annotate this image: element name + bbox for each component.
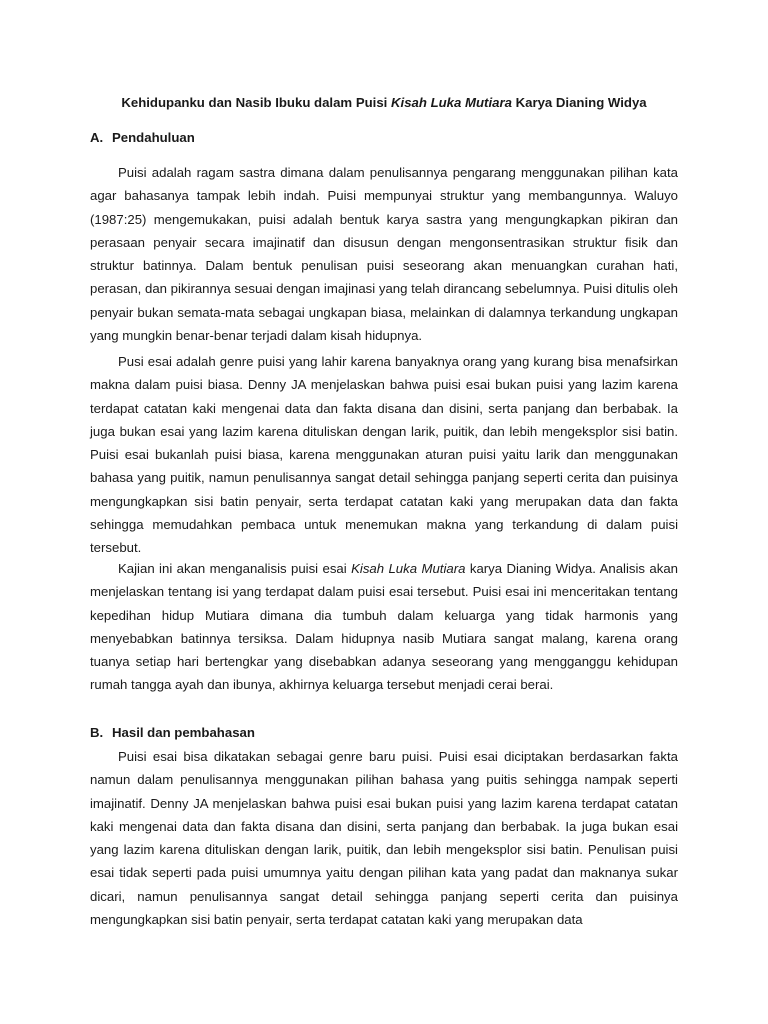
title-poem-name: Kisah Luka Mutiara: [391, 95, 512, 110]
section-heading-introduction: [90, 129, 195, 147]
document-title: [90, 94, 678, 112]
title-author: Karya Dianing Widya: [511, 95, 647, 110]
section-heading-results: [90, 724, 255, 742]
poem-title-italic: Kisah Luka Mutiara: [351, 561, 466, 576]
section-number: B.: [90, 725, 104, 740]
paragraph-text: Kajian ini akan menganalisis puisi esai: [118, 561, 352, 576]
paragraph-text: karya Dianing Widya. Analisis akan menjelaskan tentang isi yang terdapat dalam puisi esai tersebut. Puisi esai ini menceritakan tentang kepedihan hidup Mutiara dimana dia tumbuh dalam keluarga yang tidak harmonis yang menyebabkan batinnya tersiksa. Dalam hidupnya nasib Mutiara sangat malang, karena orang tuanya setiap hari bertengkar yang disebabkan adanya seseorang yang mengganggu kehidupan rumah tangga ayah dan ibunya, akhirnya keluarga tersebut menjadi cerai berai.: [90, 561, 679, 693]
paragraph-results-1: Puisi esai bisa dikatakan sebagai genre baru puisi. Puisi esai diciptakan berdasarkan fakta namun dalam penulisannya menggunakan pilihan bahasa yang puitis sehingga nampak seperti imajinatif. Denny JA menjelaskan bahwa puisi esai bukan puisi yang lazim karena terdapat catatan kaki mengenai data dan fakta disana dan disini, serta panjang dan berbabak. Ia juga bukan esai yang lazim karena dituliskan dengan larik, puitik, dan lebih mengeksplor sisi batin. Penulisan puisi esai tidak seperti pada puisi umumnya yaitu dengan pilihan kata yang padat dan maknanya sukar dicari, namun penulisannya sangat detail sehingga panjang seperti cerita dan puisinya mengungkapkan sisi batin penyair, serta terdapat catatan kaki yang merupakan data: [90, 749, 678, 928]
paragraph-introduction-3: [90, 557, 678, 697]
section-title: Pendahuluan: [112, 130, 195, 145]
title-text: Kehidupanku dan Nasib Ibuku dalam Puisi: [121, 95, 391, 110]
section-title: Hasil dan pembahasan: [112, 725, 255, 740]
paragraph-introduction-2: Pusi esai adalah genre puisi yang lahir karena banyaknya orang yang kurang bisa menafsirkan makna dalam puisi biasa. Denny JA menjelaskan bahwa puisi esai bukan puisi yang lazim karena terdapat catatan kaki mengenai data dan fakta disana dan disini, serta panjang dan berbabak. Ia juga bukan esai yang lazim karena dituliskan dengan larik, puitik, dan lebih mengeksplor sisi batin. Puisi esai bukanlah puisi biasa, karena menggunakan aturan puisi yaitu larik dan menggunakan bahasa yang puitik, namun penulisannya sangat detail sehingga panjang seperti cerita dan puisinya mengungkapkan sisi batin penyair, serta terdapat catatan kaki yang merupakan data dan fakta sehingga memudahkan pembaca untuk menemukan makna yang terkandung di dalam puisi tersebut.: [90, 354, 678, 556]
section-number: A.: [90, 130, 104, 145]
paragraph-introduction-1: Puisi adalah ragam sastra dimana dalam penulisannya pengarang menggunakan pilihan kata agar bahasanya tampak lebih indah. Puisi mempunyai struktur yang membangunnya. Waluyo (1987:25) mengemukakan, puisi adalah bentuk karya sastra yang mengungkapkan pikiran dan perasaan penyair secara imajinatif dan disusun dengan mengonsentrasikan struktur fisik dan struktur batinnya. Dalam bentuk penulisan puisi seseorang akan menuangkan curahan hati, perasan, dan pikirannya sesuai dengan imajinasi yang telah dirancang sebelumnya. Puisi ditulis oleh penyair bukan semata-mata sebagai ungkapan biasa, melainkan di dalamnya terkandung ungkapan yang mungkin benar-benar terjadi dalam kisah hidupnya.: [90, 165, 678, 344]
